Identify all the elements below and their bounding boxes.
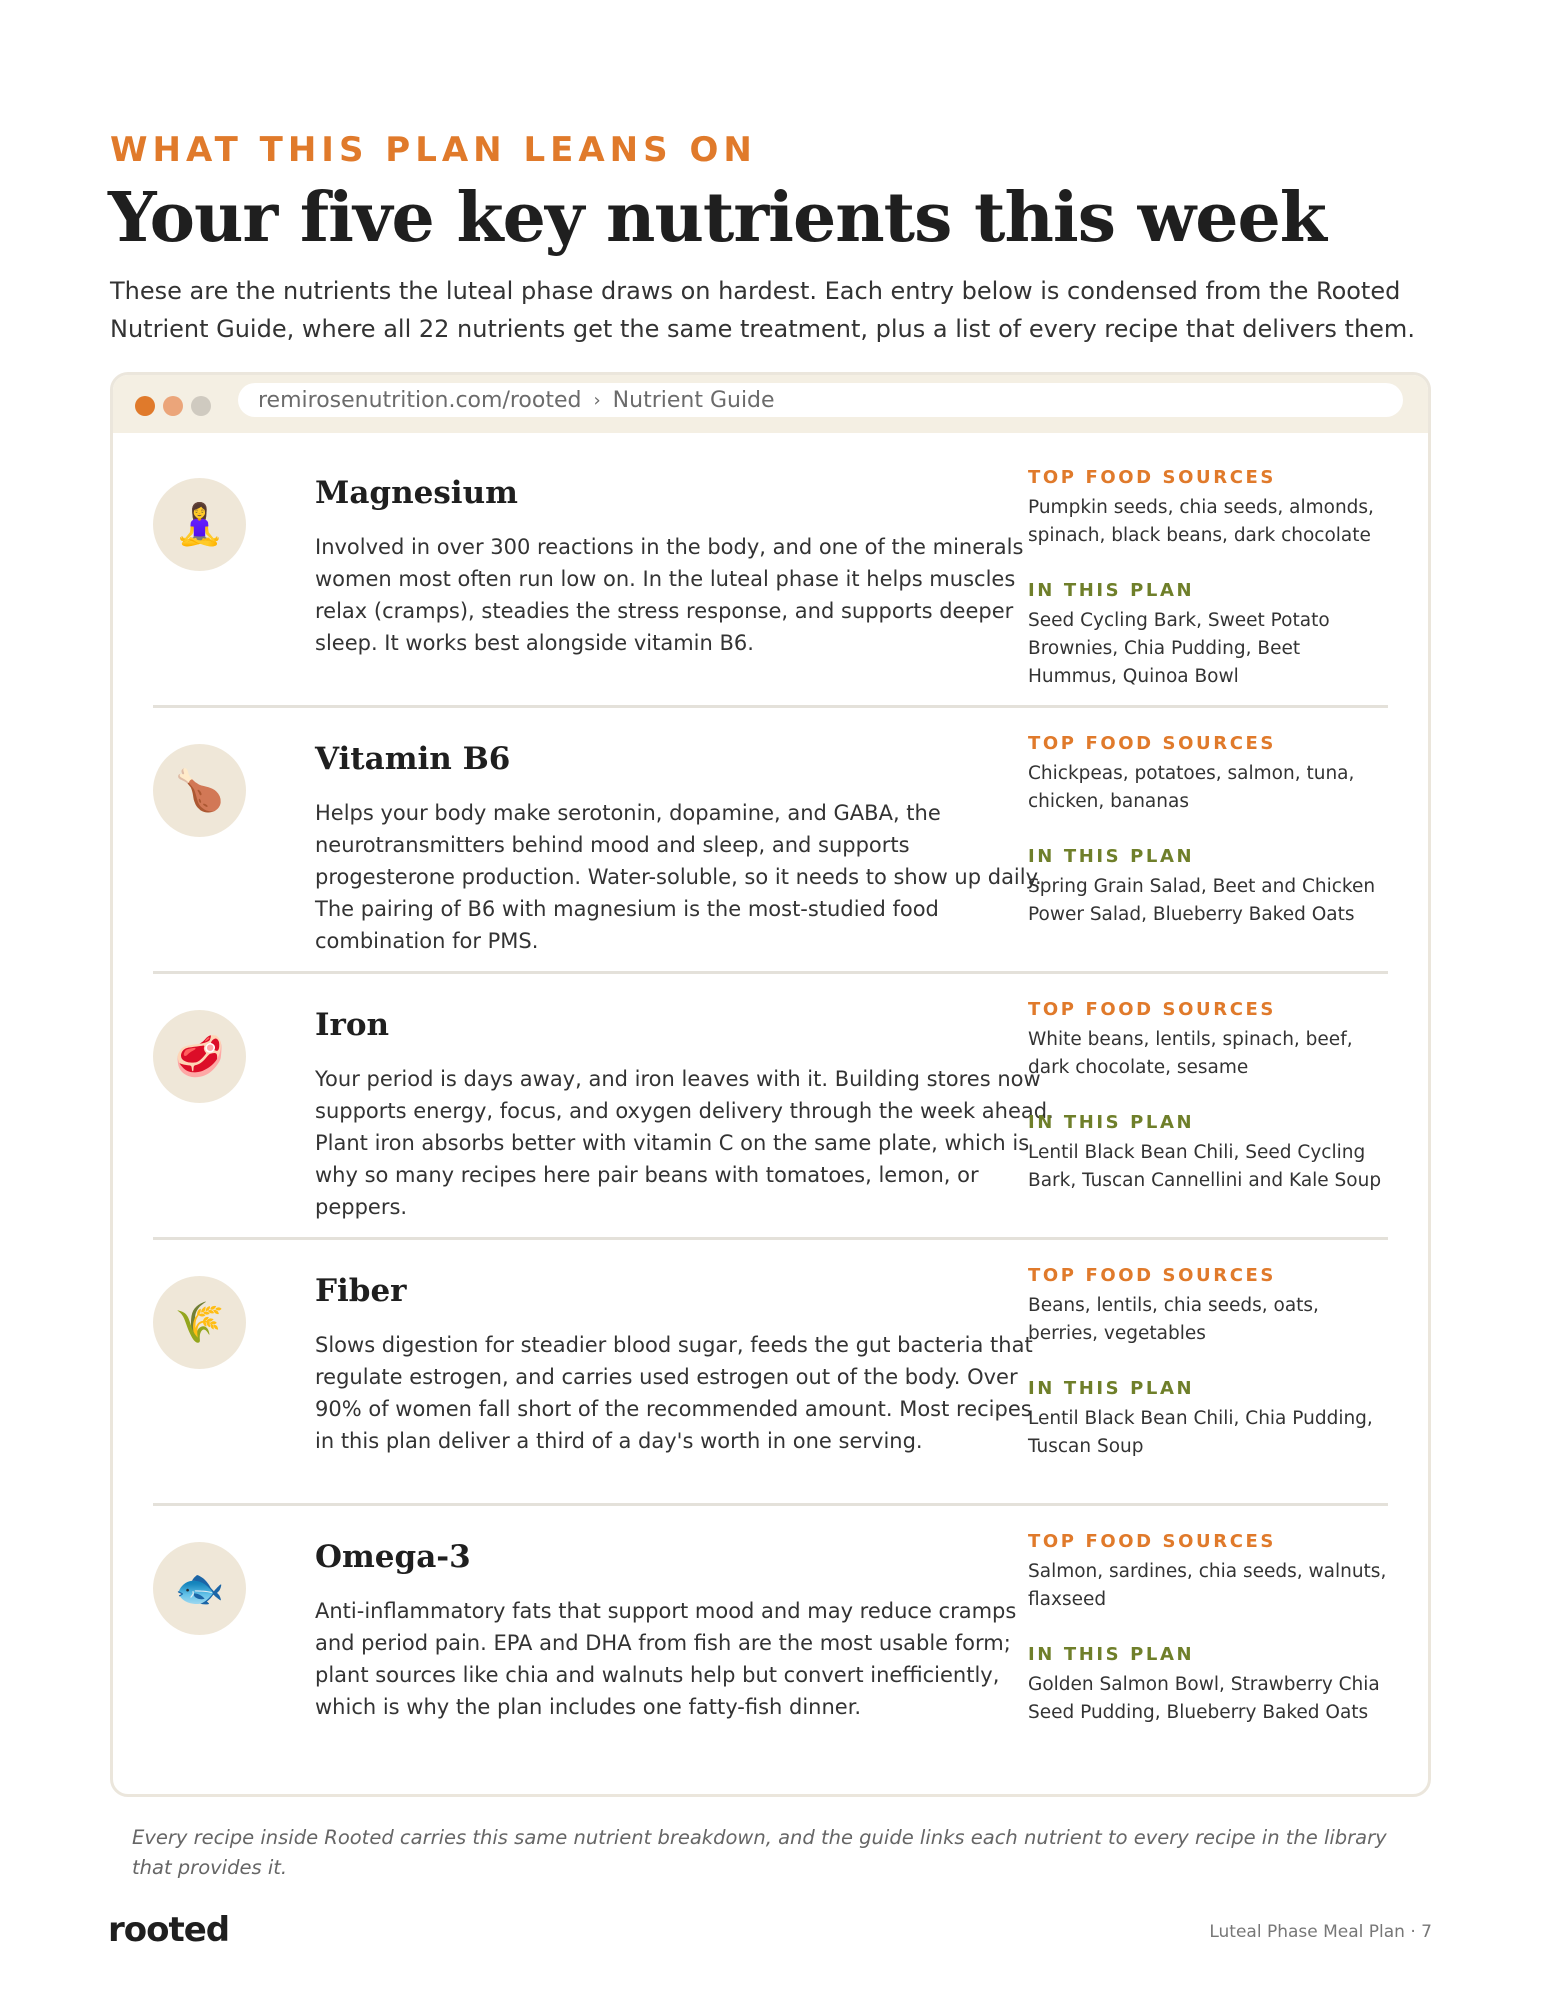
nutrient-entry-magnesium: [153, 463, 1388, 729]
steak-icon: 🥩: [153, 1010, 246, 1103]
nutrient-name: Iron: [315, 1007, 390, 1043]
in-this-plan-text: Lentil Black Bean Chili, Seed Cycling Bark, Tuscan Cannellini and Kale Soup: [1028, 1142, 1382, 1191]
top-food-sources-heading: TOP FOOD SOURCES: [1028, 733, 1276, 754]
eyebrow-label: WHAT THIS PLAN LEANS ON: [110, 130, 757, 170]
nutrient-name: Vitamin B6: [315, 741, 511, 777]
nutrient-sidebar: [1028, 999, 1388, 1195]
top-food-sources-text: Salmon, sardines, chia seeds, walnuts, flaxseed: [1028, 1561, 1387, 1610]
nutrient-name: Omega-3: [315, 1539, 471, 1575]
nutrient-description: Helps your body make serotonin, dopamine, and GABA, the neurotransmitters behind mood and sleep, and supports progesterone production. Water-soluble, so it needs to show up daily. The pairing of B6 with magnesium is the most-studied food combination for PMS.: [315, 801, 1042, 953]
nutrient-sidebar: [1028, 467, 1388, 691]
meditating-woman-icon: 🧘‍♀️: [153, 478, 246, 571]
nutrient-sidebar: [1028, 1531, 1388, 1727]
top-food-sources-text: White beans, lentils, spinach, beef, dark chocolate, sesame: [1028, 1029, 1353, 1078]
in-this-plan-heading: IN THIS PLAN: [1028, 1112, 1195, 1133]
in-this-plan-heading: IN THIS PLAN: [1028, 1644, 1195, 1665]
top-food-sources-text: Beans, lentils, chia seeds, oats, berries, vegetables: [1028, 1295, 1319, 1344]
nutrient-entry-vitamin-b6: [153, 729, 1388, 995]
in-this-plan-text: Seed Cycling Bark, Sweet Potato Brownies, Chia Pudding, Beet Hummus, Quinoa Bowl: [1028, 610, 1330, 687]
breadcrumb-page: Nutrient Guide: [612, 387, 775, 413]
in-this-plan-heading: IN THIS PLAN: [1028, 580, 1195, 601]
nutrient-name: Magnesium: [315, 475, 518, 511]
in-this-plan-text: Spring Grain Salad, Beet and Chicken Power Salad, Blueberry Baked Oats: [1028, 876, 1376, 925]
divider: [153, 1503, 1388, 1506]
page-footer-label: Luteal Phase Meal Plan · 7: [1209, 1922, 1432, 1942]
url-bar[interactable]: [238, 383, 1403, 417]
nutrient-name: Fiber: [315, 1273, 407, 1309]
nutrient-description: Slows digestion for steadier blood sugar, feeds the gut bacteria that regulate estrogen, and carries used estrogen out of the body. Over 90% of women fall short of the recommended amount. Most recipes in this plan deliver a third of a day's worth in one serving.: [315, 1333, 1033, 1453]
nutrient-guide-card: [110, 372, 1431, 1797]
top-food-sources-text: Chickpeas, potatoes, salmon, tuna, chicken, bananas: [1028, 763, 1355, 812]
divider: [153, 971, 1388, 974]
nutrient-sidebar: [1028, 733, 1388, 929]
in-this-plan-heading: IN THIS PLAN: [1028, 1378, 1195, 1399]
nutrient-entry-fiber: [153, 1261, 1388, 1527]
in-this-plan-heading: IN THIS PLAN: [1028, 846, 1195, 867]
browser-bar: [113, 375, 1428, 433]
breadcrumb-separator-icon: ›: [593, 389, 601, 411]
in-this-plan-text: Golden Salmon Bowl, Strawberry Chia Seed Pudding, Blueberry Baked Oats: [1028, 1674, 1380, 1723]
footnote: Every recipe inside Rooted carries this same nutrient breakdown, and the guide links each nutrient to every recipe in the library that provides it.: [132, 1826, 1387, 1879]
nutrient-entry-omega-3: [153, 1527, 1388, 1793]
intro-paragraph: These are the nutrients the luteal phase draws on hardest. Each entry below is condensed from the Rooted Nutrient Guide, where all 22 nutrients get the same treatment, plus a list of every recipe that delivers them.: [110, 277, 1415, 343]
window-dot-icon: [135, 396, 155, 416]
top-food-sources-heading: TOP FOOD SOURCES: [1028, 1265, 1276, 1286]
fish-icon: 🐟: [153, 1542, 246, 1635]
divider: [153, 1237, 1388, 1240]
rooted-logo: rooted: [108, 1910, 230, 1950]
in-this-plan-text: Lentil Black Bean Chili, Chia Pudding, Tuscan Soup: [1028, 1408, 1373, 1457]
page-title: Your five key nutrients this week: [108, 178, 1326, 258]
top-food-sources-heading: TOP FOOD SOURCES: [1028, 1531, 1276, 1552]
nutrient-entry-iron: [153, 995, 1388, 1261]
top-food-sources-heading: TOP FOOD SOURCES: [1028, 999, 1276, 1020]
divider: [153, 705, 1388, 708]
url-text: remirosenutrition.com/rooted: [258, 387, 582, 413]
top-food-sources-heading: TOP FOOD SOURCES: [1028, 467, 1276, 488]
nutrient-sidebar: [1028, 1265, 1388, 1461]
window-dot-icon: [163, 396, 183, 416]
top-food-sources-text: Pumpkin seeds, chia seeds, almonds, spinach, black beans, dark chocolate: [1028, 497, 1374, 546]
grain-icon: 🌾: [153, 1276, 246, 1369]
poultry-leg-icon: 🍗: [153, 744, 246, 837]
nutrient-description: Your period is days away, and iron leaves with it. Building stores now supports energy, focus, and oxygen delivery through the week ahead. Plant iron absorbs better with vitamin C on the same plate, which is why so many recipes here pair beans with tomatoes, lemon, or peppers.: [315, 1067, 1054, 1219]
nutrient-description: Anti-inflammatory fats that support mood and may reduce cramps and period pain. EPA and DHA from fish are the most usable form; plant sources like chia and walnuts help but convert inefficiently, which is why the plan includes one fatty-fish dinner.: [315, 1599, 1017, 1719]
nutrient-description: Involved in over 300 reactions in the body, and one of the minerals women most often run low on. In the luteal phase it helps muscles relax (cramps), steadies the stress response, and supports deeper sleep. It works best alongside vitamin B6.: [315, 535, 1024, 655]
window-dot-icon: [191, 396, 211, 416]
